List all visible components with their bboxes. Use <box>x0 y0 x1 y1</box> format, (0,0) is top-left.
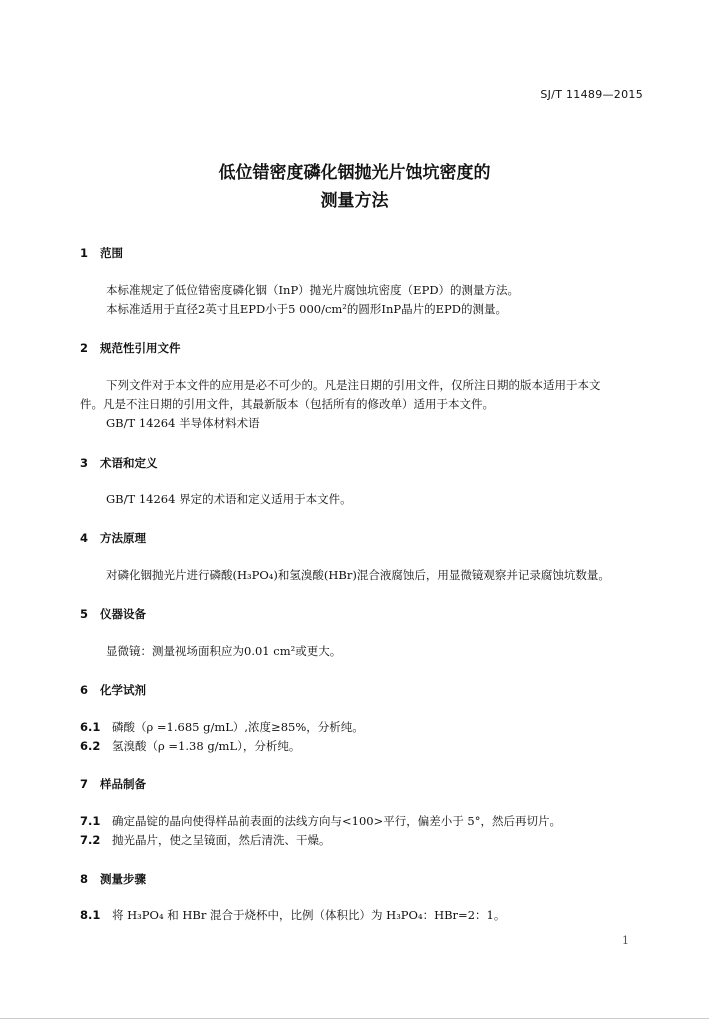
section-title: 规范性引用文件 <box>100 341 181 355</box>
clause-text: 确定晶锭的晶向使得样品前表面的法线方向与<100>平行，偏差小于 5°，然后再切片。 <box>112 814 561 828</box>
section-number: 2 <box>80 341 89 355</box>
document-title-line2: 测量方法 <box>320 191 389 211</box>
paragraph: 本标准适用于直径2英寸且EPD小于5 000/cm²的圆形InP晶片的EPD的测量。 <box>106 302 507 316</box>
section-title: 测量步骤 <box>100 872 146 886</box>
section-8-heading <box>80 871 146 887</box>
section-1-heading <box>80 245 123 261</box>
clause-number: 7.2 <box>80 833 101 847</box>
clause-number: 6.2 <box>80 739 101 753</box>
clause-7-2 <box>80 832 331 848</box>
clause-6-1 <box>80 719 364 735</box>
section-number: 8 <box>80 872 89 886</box>
section-number: 6 <box>80 683 89 697</box>
clause-text: 将 H₃PO₄ 和 HBr 混合于烧杯中，比例（体积比）为 H₃PO₄：HBr=2：1。 <box>112 908 506 922</box>
section-title: 仪器设备 <box>100 607 146 621</box>
section-6-heading <box>80 682 146 698</box>
clause-6-2 <box>80 738 300 754</box>
section-3-heading <box>80 455 158 471</box>
paragraph: 件。凡是不注日期的引用文件，其最新版本（包括所有的修改单）适用于本文件。 <box>80 397 494 411</box>
paragraph: GB/T 14264 界定的术语和定义适用于本文件。 <box>106 492 352 506</box>
clause-7-1 <box>80 813 561 829</box>
section-title: 样品制备 <box>100 777 146 791</box>
clause-number: 6.1 <box>80 720 101 734</box>
paragraph: 下列文件对于本文件的应用是必不可少的。凡是注日期的引用文件，仅所注日期的版本适用于本文 <box>106 378 601 392</box>
paragraph: 本标准规定了低位错密度磷化铟（InP）抛光片腐蚀坑密度（EPD）的测量方法。 <box>106 283 520 297</box>
paragraph: 对磷化铟抛光片进行磷酸(H₃PO₄)和氢溴酸(HBr)混合液腐蚀后，用显微镜观察并记录腐蚀坑数量。 <box>106 568 610 582</box>
section-number: 7 <box>80 777 89 791</box>
section-title: 方法原理 <box>100 531 146 545</box>
page-number: 1 <box>622 934 629 947</box>
paragraph: 显微镜：测量视场面积应为0.01 cm²或更大。 <box>106 644 342 658</box>
section-title: 化学试剂 <box>100 683 146 697</box>
section-number: 5 <box>80 607 89 621</box>
clause-text: 氢溴酸（ρ =1.38 g/mL），分析纯。 <box>112 739 301 753</box>
section-title: 术语和定义 <box>100 456 158 470</box>
section-title: 范围 <box>100 246 123 260</box>
clause-text: 抛光晶片，使之呈镜面，然后清洗、干燥。 <box>112 833 331 847</box>
clause-number: 8.1 <box>80 908 101 922</box>
section-number: 4 <box>80 531 89 545</box>
clause-number: 7.1 <box>80 814 101 828</box>
page-edge-divider <box>0 1018 709 1019</box>
standard-number: SJ/T 11489—2015 <box>540 88 643 101</box>
clause-text: 磷酸（ρ =1.685 g/mL）,浓度≥85%，分析纯。 <box>112 720 364 734</box>
section-number: 1 <box>80 246 89 260</box>
section-2-heading <box>80 340 181 356</box>
document-title-line1: 低位错密度磷化铟抛光片蚀坑密度的 <box>218 163 491 183</box>
clause-8-1 <box>80 907 505 923</box>
section-5-heading <box>80 606 146 622</box>
section-7-heading <box>80 776 146 792</box>
reference-item: GB/T 14264 半导体材料术语 <box>106 416 260 430</box>
section-4-heading <box>80 530 146 546</box>
section-number: 3 <box>80 456 89 470</box>
